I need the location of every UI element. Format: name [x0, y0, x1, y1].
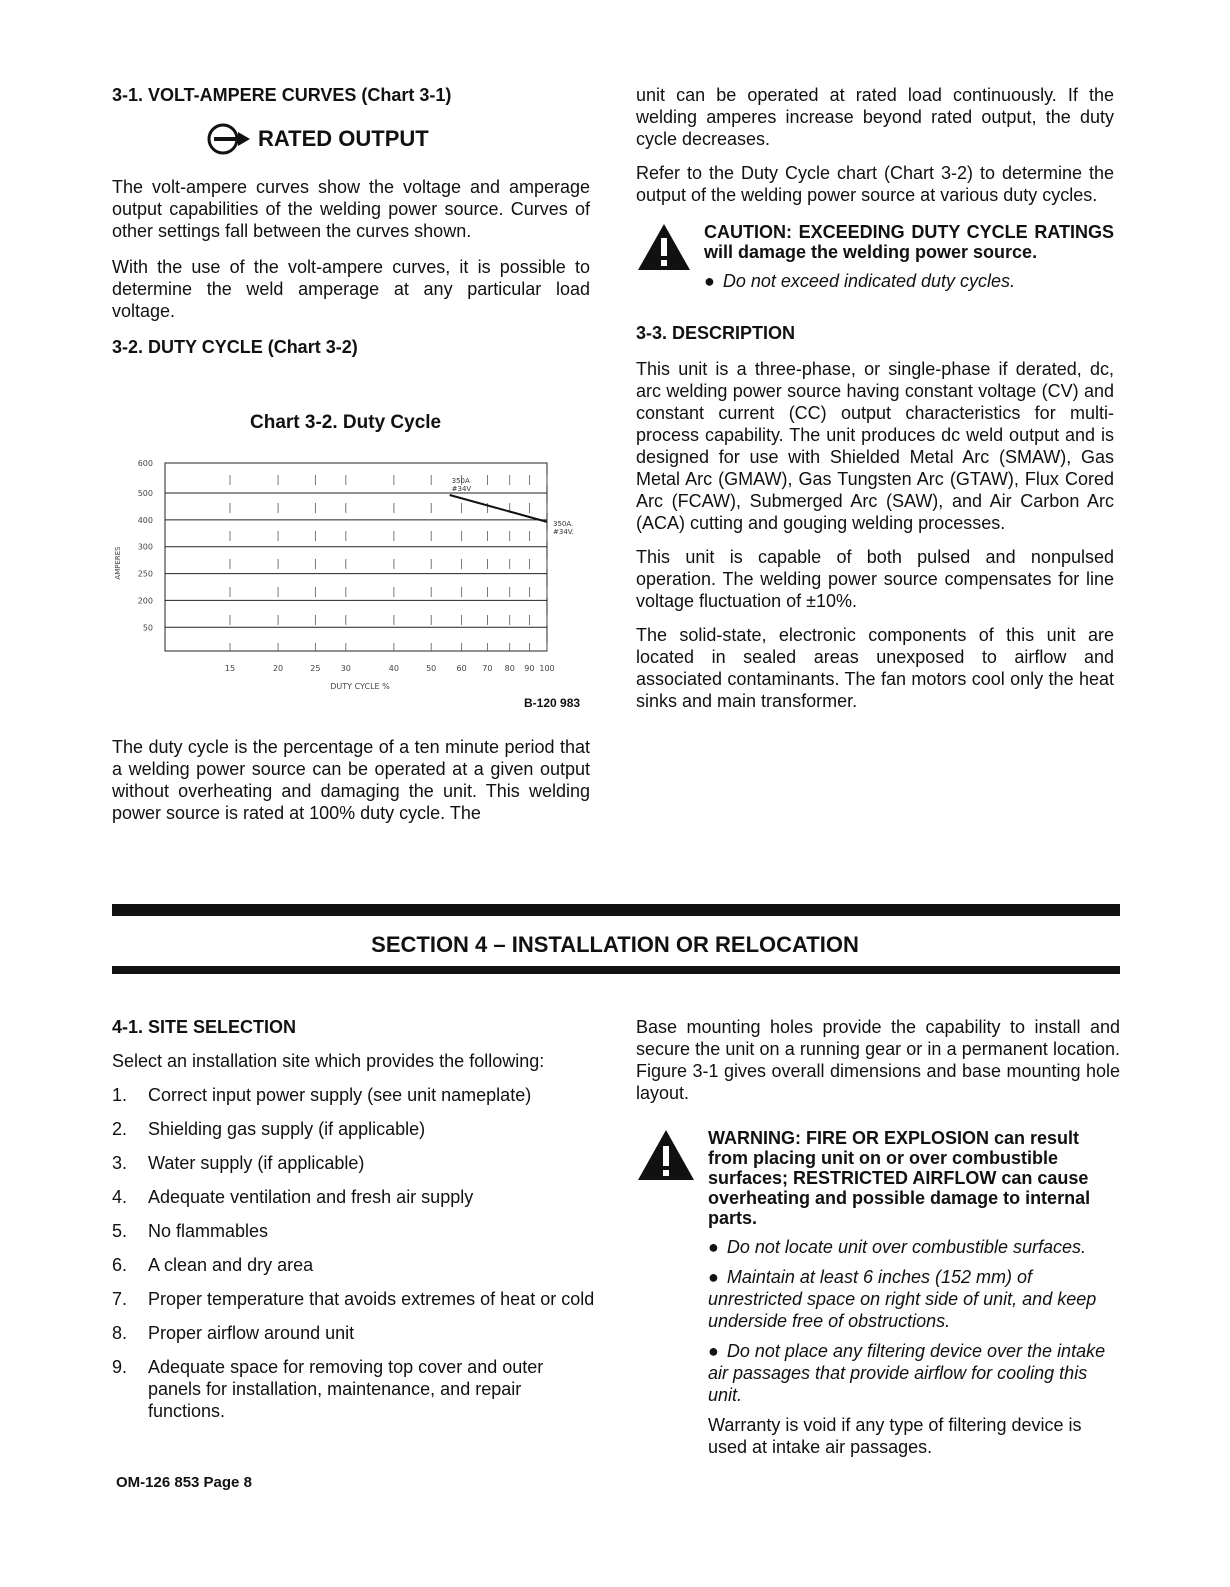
- list-item: 5. No flammables: [112, 1221, 269, 1241]
- x-tick-label: 15: [224, 664, 236, 673]
- rated-output-label: RATED OUTPUT: [258, 126, 429, 151]
- heading-4-1: 4-1. SITE SELECTION: [112, 1017, 297, 1037]
- section-4-title: SECTION 4 – INSTALLATION OR RELOCATION: [371, 932, 859, 957]
- list-item: 4. Adequate ventilation and fresh air supply: [112, 1187, 474, 1207]
- warning-bullet-1: ● Do not locate unit over combustible surfaces.: [708, 1237, 1087, 1257]
- section-rule-top: [112, 904, 1120, 916]
- paragraph-mounting: Base mounting holes provide the capability to install and secure the unit on a running gear or in a permanent location. Figure 3-1 gives overall dimensions and base mounting hole layout.: [636, 1017, 1120, 1103]
- list-item: 1. Correct input power supply (see unit nameplate): [112, 1085, 532, 1105]
- chart-annotation: 350A.: [553, 519, 574, 528]
- paragraph-duty-cycle: The duty cycle is the percentage of a ten minute period that a welding power source can be operated at a given output without overheating and damaging the unit. This welding power source is rated at 100% duty cycle. The: [112, 737, 590, 823]
- rated-output-icon: [206, 120, 252, 158]
- y-tick-label: 500: [137, 489, 153, 498]
- y-tick-label: 300: [137, 542, 153, 552]
- paragraph-description: This unit is a three-phase, or single-phase if derated, dc, arc welding power source having constant voltage (CV) and constant current (CC) output characteristics for multi-process capability. The unit produces dc weld output and is designed for use with Shielded Metal Arc (SMAW), Gas Metal Arc (GMAW), Gas Tungsten Arc (GTAW), Flux Cored Arc (FCAW), Submerged Arc (SAW), and Air Carbon Arc (ACA) cutting and gouging welding processes.: [636, 359, 1114, 533]
- chart-annotation: #34V.: [553, 527, 574, 536]
- y-tick-label: 200: [137, 596, 153, 606]
- x-tick-label: 60: [456, 664, 467, 673]
- warning-block: [636, 1128, 1120, 1458]
- heading-3-2: 3-2. DUTY CYCLE (Chart 3-2): [112, 337, 358, 357]
- x-tick-label: 90: [524, 664, 535, 673]
- x-tick-label: 50: [426, 664, 437, 673]
- caution-bullet: ● Do not exceed indicated duty cycles.: [704, 271, 1016, 291]
- right-column: [636, 84, 1114, 712]
- warning-icon: [636, 1128, 696, 1182]
- paragraph-components: The solid-state, electronic components of this unit are located in sealed areas unexposed to airflow and associated contaminants. The fan motors cool only the heat sinks and main transformer.: [636, 625, 1114, 711]
- paragraph-refer-chart: Refer to the Duty Cycle chart (Chart 3-2) to determine the output of the welding power source at various duty cycles.: [636, 163, 1114, 205]
- warning-text: WARNING: FIRE OR EXPLOSION can result from placing unit on or over combustible surfaces; RESTRICTED AIRFLOW can cause overheating and possible damage to internal parts.: [708, 1128, 1091, 1228]
- caution-text: CAUTION: EXCEEDING DUTY CYCLE RATINGS will damage the welding power source.: [704, 222, 1114, 262]
- chart-ref: B-120 983: [524, 696, 581, 710]
- heading-3-1: 3-1. VOLT-AMPERE CURVES (Chart 3-1): [112, 85, 452, 105]
- chart-annotation: 350A: [451, 477, 470, 485]
- y-tick-label: 50: [142, 623, 153, 633]
- warning-bullet-3: ● Do not place any filtering device over the intake air passages that provide airflow for cooling this unit.: [708, 1341, 1106, 1405]
- list-item: 6. A clean and dry area: [112, 1255, 314, 1275]
- paragraph-pulsed: This unit is capable of both pulsed and nonpulsed operation. The welding power source compensates for line voltage fluctuation of ±10%.: [636, 547, 1114, 611]
- y-tick-label: 250: [137, 569, 153, 579]
- site-list: [112, 1084, 598, 1422]
- y-tick-label: 600: [137, 459, 153, 468]
- mounting-column: [636, 1016, 1120, 1458]
- paragraph-rated-load: unit can be operated at rated load continuously. If the welding amperes increase beyond rated output, the duty cycle decreases.: [636, 85, 1114, 149]
- list-item: 8. Proper airflow around unit: [112, 1323, 355, 1343]
- list-item: 9. Adequate space for removing top cover and outer panels for installation, maintenance, and repair functions.: [112, 1357, 544, 1421]
- caution-block: [636, 222, 1114, 292]
- x-tick-label: 40: [388, 664, 399, 673]
- x-tick-label: 30: [340, 664, 351, 673]
- duty-cycle-line: [450, 495, 547, 522]
- site-selection: [112, 1016, 598, 1434]
- rated-output: [206, 120, 590, 158]
- x-tick-label: 80: [504, 664, 515, 673]
- x-tick-label: 70: [482, 664, 493, 673]
- warning-bullet-2: ● Maintain at least 6 inches (152 mm) of unrestricted space on right side of unit, and keep underside free of obstructions.: [708, 1267, 1097, 1331]
- paragraph-volt-ampere-use: With the use of the volt-ampere curves, it is possible to determine the weld amperage at any particular load voltage.: [112, 257, 590, 321]
- x-axis-label: DUTY CYCLE %: [330, 682, 390, 691]
- list-item: 7. Proper temperature that avoids extremes of heat or cold: [112, 1289, 595, 1309]
- y-axis-label: AMPERES: [114, 546, 122, 580]
- x-tick-label: 20: [272, 664, 284, 673]
- list-item: 2. Shielding gas supply (if applicable): [112, 1119, 426, 1139]
- page-footer: OM-126 853 Page 8: [116, 1474, 252, 1491]
- x-tick-label: 25: [310, 664, 321, 673]
- y-tick-label: 400: [137, 515, 153, 525]
- site-intro: Select an installation site which provides the following:: [112, 1051, 545, 1071]
- warranty-note: Warranty is void if any type of filtering device is used at intake air passages.: [708, 1415, 1082, 1457]
- paragraph-volt-ampere: The volt-ampere curves show the voltage and amperage output capabilities of the welding power source. Curves of other settings fall between the curves shown.: [112, 177, 590, 241]
- chart-frame: [165, 463, 547, 651]
- x-tick-label: 100: [539, 664, 555, 673]
- chart-title: Chart 3-2. Duty Cycle: [250, 412, 442, 433]
- chart-annotation: #34V: [451, 485, 472, 493]
- heading-3-3: 3-3. DESCRIPTION: [636, 323, 796, 343]
- list-item: 3. Water supply (if applicable): [112, 1153, 365, 1173]
- section-rule-bottom: [112, 966, 1120, 974]
- left-column: [112, 84, 590, 358]
- caution-icon: [636, 222, 692, 272]
- duty-cycle-chart: [110, 455, 590, 715]
